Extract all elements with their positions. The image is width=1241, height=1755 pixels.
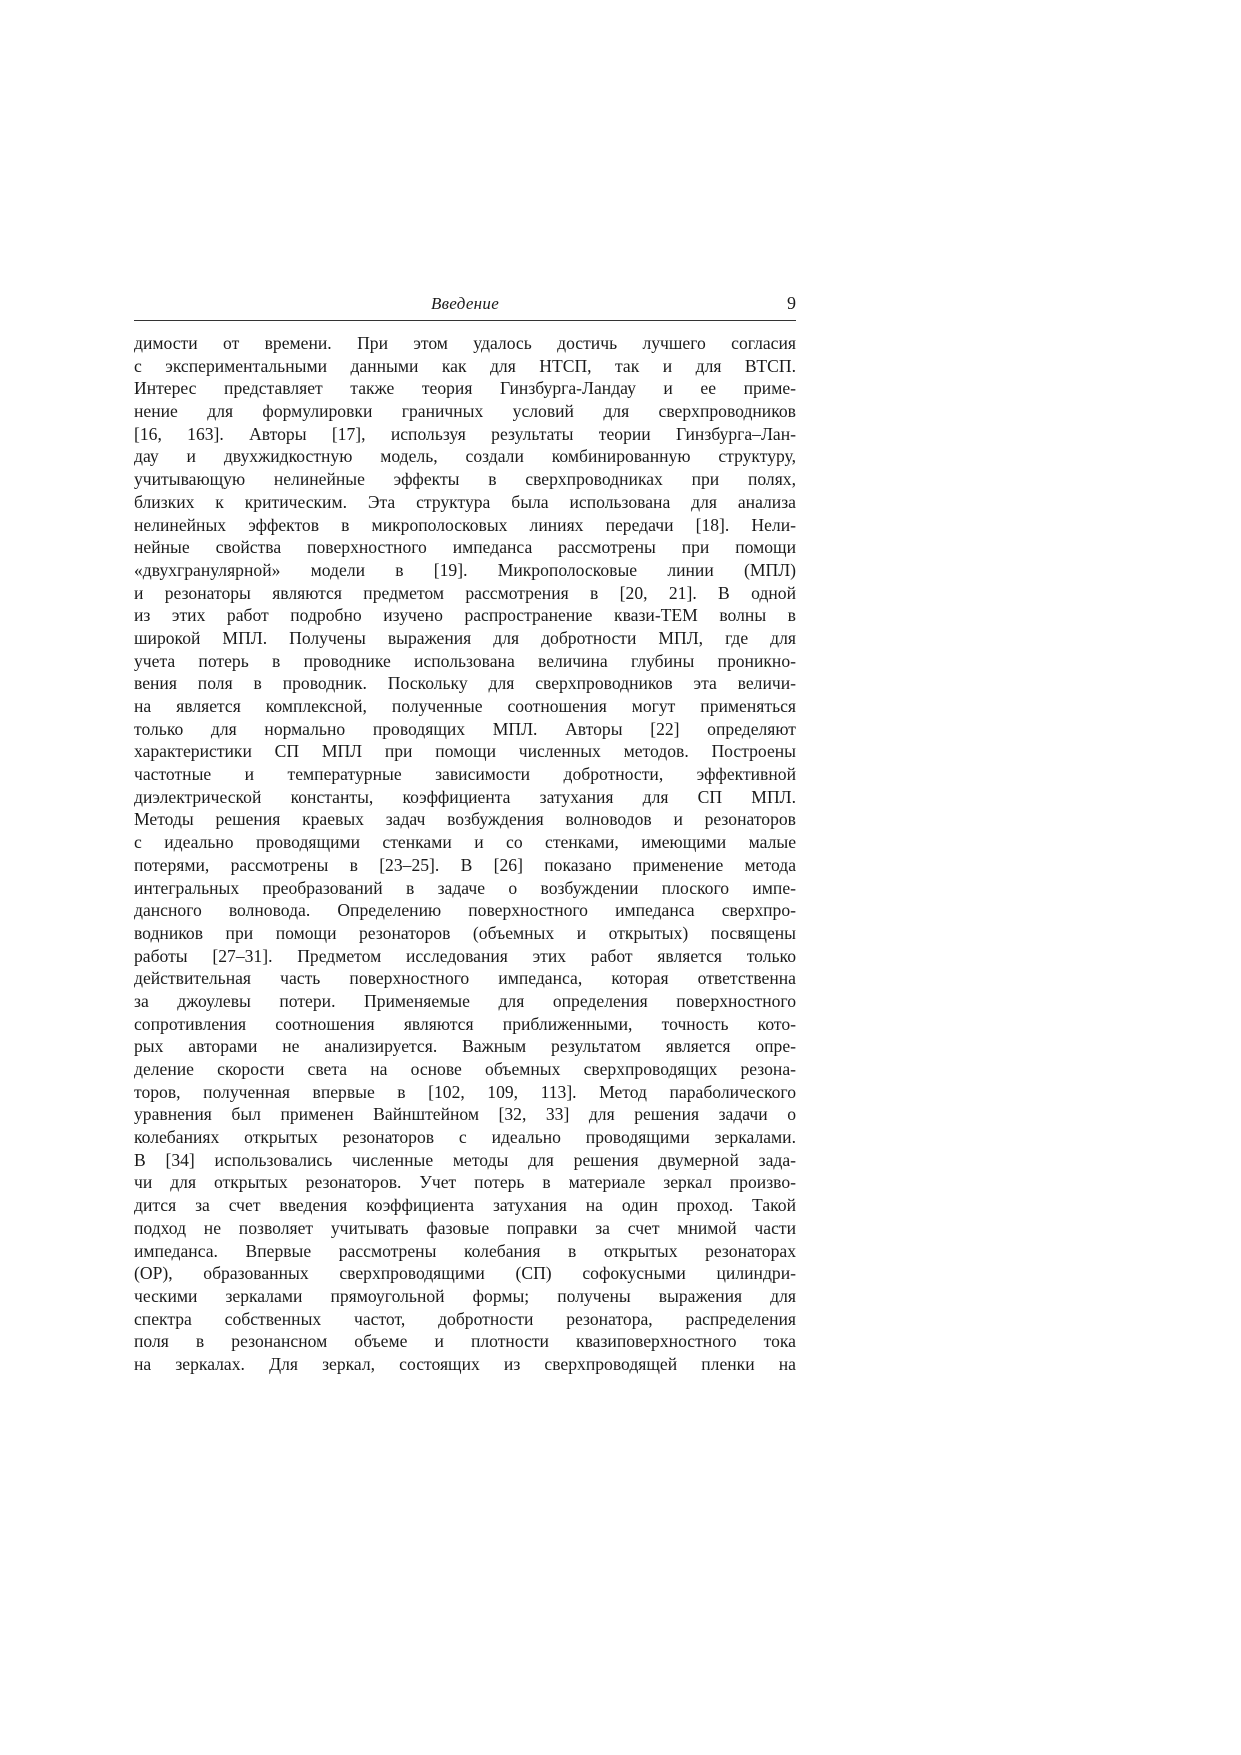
text-line: на является комплексной, полученные соотношения могут применяться	[134, 696, 796, 716]
header-rule	[134, 320, 796, 321]
text-line: «двухгранулярной» модели в [19]. Микрополосковые линии (МПЛ)	[134, 559, 796, 580]
text-line: широкой МПЛ. Получены выражения для добротности МПЛ, где для	[134, 627, 796, 648]
text-line: Методы решения краевых задач возбуждения волноводов и резонаторов	[134, 809, 796, 830]
text-line: с экспериментальными данными как для НТСП, так и для ВТСП.	[134, 355, 796, 376]
text-line: нейные свойства поверхностного импеданса рассмотрены при помощи	[134, 537, 796, 558]
text-line: дансного волновода. Определению поверхностного импеданса сверхпро-	[134, 900, 796, 921]
text-line: водников при помощи резонаторов (объемных и открытых) посвящены	[134, 922, 796, 943]
text-line: Интерес представляет также теория Гинзбурга-Ландау и ее приме-	[134, 378, 796, 399]
text-line: дится за счет введения коэффициента затухания на один проход. Такой	[134, 1195, 796, 1216]
text-line: сопротивления соотношения являются приближенными, точность кото-	[134, 1013, 796, 1034]
text-line: уравнения был применен Вайнштейном [32, 33] для решения задачи о	[134, 1104, 796, 1125]
text-line: интегральных преобразований в задаче о возбуждении плоского импе-	[134, 877, 796, 898]
text-line: потерями, рассмотрены в [23–25]. В [26] показано применение метода	[134, 854, 796, 875]
text-line: деление скорости света на основе объемных сверхпроводящих резона-	[134, 1059, 796, 1079]
text-line: спектра собственных частот, добротности резонатора, распределения	[134, 1308, 796, 1329]
text-line: действительная часть поверхностного импеданса, которая ответственна	[134, 968, 796, 989]
text-line: учитывающую нелинейные эффекты в сверхпроводниках при полях,	[134, 469, 796, 490]
body-text	[134, 332, 796, 1376]
text-line: торов, полученная впервые в [102, 109, 113]. Метод параболического	[134, 1081, 796, 1102]
running-title: Введение	[430, 294, 500, 313]
page-header	[134, 290, 796, 320]
text-line: диэлектрической константы, коэффициента затухания для СП МПЛ.	[134, 786, 796, 807]
text-line: (ОР), образованных сверхпроводящими (СП) софокусными цилиндри-	[134, 1263, 796, 1284]
text-line: [16, 163]. Авторы [17], используя результаты теории Гинзбурга–Лан-	[134, 423, 796, 444]
text-line: рых авторами не анализируется. Важным результатом является опре-	[134, 1036, 796, 1057]
text-line: нелинейных эффектов в микрополосковых линиях передачи [18]. Нели-	[134, 514, 796, 535]
text-line: за джоулевы потери. Применяемые для определения поверхностного	[134, 990, 796, 1011]
text-line: на зеркалах. Для зеркал, состоящих из сверхпроводящей пленки на	[134, 1353, 796, 1374]
text-line: только для нормально проводящих МПЛ. Авторы [22] определяют	[134, 718, 796, 739]
text-line: поля в резонансном объеме и плотности квазиповерхностного тока	[134, 1331, 796, 1352]
text-line: близких к критическим. Эта структура была использована для анализа	[134, 491, 796, 512]
text-line: импеданса. Впервые рассмотрены колебания в открытых резонаторах	[134, 1240, 796, 1261]
text-line: и резонаторы являются предметом рассмотрения в [20, 21]. В одной	[134, 582, 796, 603]
text-line: дау и двухжидкостную модель, создали комбинированную структуру,	[134, 446, 796, 467]
text-line: нение для формулировки граничных условий для сверхпроводников	[134, 401, 796, 422]
text-line: частотные и температурные зависимости добротности, эффективной	[134, 764, 796, 785]
text-line: подход не позволяет учитывать фазовые поправки за счет мнимой части	[134, 1217, 796, 1238]
text-line: колебаниях открытых резонаторов с идеально проводящими зеркалами.	[134, 1127, 796, 1148]
text-line: вения поля в проводник. Поскольку для сверхпроводников эта величи-	[134, 673, 796, 694]
text-line: характеристики СП МПЛ при помощи численных методов. Построены	[134, 741, 796, 762]
text-line: В [34] использовались численные методы для решения двумерной зада-	[134, 1149, 796, 1170]
text-line: чи для открытых резонаторов. Учет потерь в материале зеркал произво-	[134, 1172, 796, 1193]
text-line: работы [27–31]. Предметом исследования этих работ является только	[134, 945, 796, 966]
text-line: учета потерь в проводнике использована величина глубины проникно-	[134, 650, 796, 671]
text-line: с идеально проводящими стенками и со стенками, имеющими малые	[134, 832, 796, 853]
text-line: ческими зеркалами прямоугольной формы; получены выражения для	[134, 1285, 796, 1306]
text-line: димости от времени. При этом удалось достичь лучшего согласия	[134, 333, 796, 353]
text-line: из этих работ подробно изучено распространение квази-ТЕМ волны в	[134, 605, 796, 626]
page-number: 9	[787, 293, 796, 313]
